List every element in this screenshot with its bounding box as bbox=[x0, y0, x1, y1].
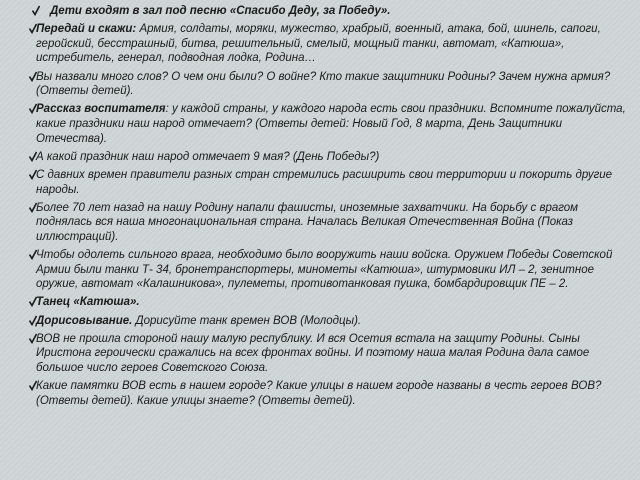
list-item bbox=[30, 295, 630, 310]
item-bold-text: Передай и скажи: bbox=[36, 23, 137, 36]
item-text: Какие памятки ВОВ есть в нашем городе? Какие улицы в нашем городе названы в честь героев ВОВ? (Ответы детей). Какие улицы знаете? (Ответы детей). bbox=[36, 380, 602, 407]
list-item bbox=[30, 248, 630, 292]
list-item bbox=[30, 332, 630, 376]
checkmark-arrow-icon bbox=[29, 169, 37, 180]
list-item bbox=[30, 4, 630, 19]
item-text: Более 70 лет назад на нашу Родину напали фашисты, иноземные захватчики. На борьбу с врагом поднялась вся наша многонациональная страна. Началась Великая Отечественная Война (Показ иллюстраций). bbox=[36, 201, 579, 243]
item-text: С давних времен правители разных стран стремились расширить свои территории и покорить другие народы. bbox=[36, 168, 613, 196]
checkmark-arrow-icon bbox=[29, 315, 37, 326]
checkmark-arrow-icon bbox=[32, 5, 40, 16]
checkmark-arrow-icon bbox=[29, 71, 37, 82]
item-text: : у каждой страны, у каждого народа есть свои праздники. Вспомните пожалуйста, какие праздники наш народ отмечает? (Ответы детей: Новый Год, 8 марта, День Защитники Отечества). bbox=[36, 103, 626, 145]
list-item bbox=[30, 70, 630, 99]
checkmark-arrow-icon bbox=[29, 23, 37, 34]
list-item bbox=[30, 22, 630, 66]
checkmark-arrow-icon bbox=[29, 103, 37, 114]
list-item bbox=[30, 102, 630, 146]
item-bold-text: Танец «Катюша». bbox=[36, 296, 140, 309]
item-bold-text: Дети входят в зал под песню «Спасибо Деду, за Победу». bbox=[50, 5, 391, 17]
checkmark-arrow-icon bbox=[29, 296, 37, 307]
list-item bbox=[30, 314, 630, 329]
list-item bbox=[30, 379, 630, 408]
checkmark-arrow-icon bbox=[29, 151, 37, 162]
item-text: Вы назвали много слов? О чем они были? О войне? Кто такие защитники Родины? Зачем нужна армия? (Ответы детей). bbox=[36, 70, 611, 98]
item-text: Армия, солдаты, моряки, мужество, храбрый, военный, атака, бой, шинель, сапоги, геройский, бесстрашный, битва, решительный, смелый, мощный танки, автомат, «Катюша», истребитель, генерал, подводная лодка, Родина… bbox=[36, 23, 601, 65]
checkmark-arrow-icon bbox=[29, 202, 37, 213]
item-text: Чтобы одолеть сильного врага, необходимо было вооружить наши войска. Оружием Победы Советской Армии были танки Т- 34, бронетранспортеры, минометы «Катюша», штурмовики ИЛ – 2, зенитное оружие, автомат «Калашникова», пулеметы, противотанковая пушка, бомбардировщик ПЕ – 2. bbox=[36, 249, 613, 291]
checkmark-arrow-icon bbox=[29, 333, 37, 344]
item-text: Дорисуйте танк времен ВОВ (Молодцы). bbox=[132, 314, 362, 327]
item-text: ВОВ не прошла стороной нашу малую республику. И вся Осетия встала на защиту Родины. Сыны Иристона героически сражались на всех фронтах войны. И поэтому наша малая Родина дала самое большое число героев Советского Союза. bbox=[36, 332, 590, 374]
item-bold-text: Рассказ воспитателя bbox=[36, 103, 166, 116]
list-item bbox=[30, 168, 630, 197]
item-text: А какой праздник наш народ отмечает 9 мая? (День Победы?) bbox=[36, 150, 380, 163]
checkmark-arrow-icon bbox=[29, 380, 37, 391]
text-body bbox=[30, 4, 630, 412]
list-item bbox=[30, 201, 630, 245]
list-item bbox=[30, 150, 630, 165]
checkmark-arrow-icon bbox=[29, 249, 37, 260]
item-bold-text: Дорисовывание. bbox=[36, 314, 133, 327]
